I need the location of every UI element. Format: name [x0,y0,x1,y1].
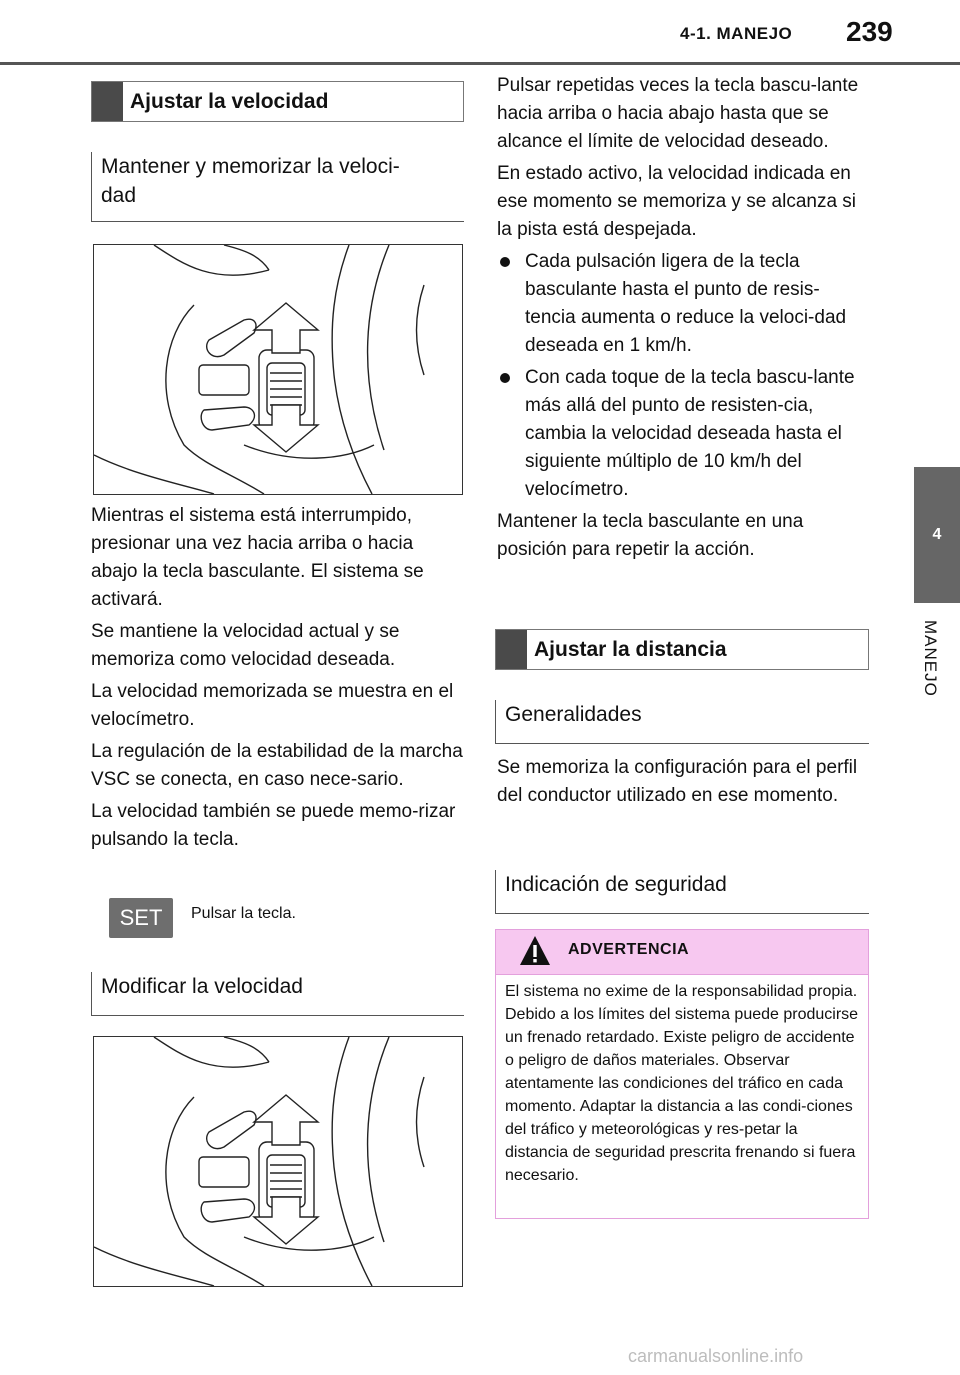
paragraph: La regulación de la estabilidad de la marcha VSC se conecta, en caso nece-sario. [91,741,463,790]
section-heading-text: Ajustar la distancia [534,637,727,661]
bullet-icon [500,257,510,267]
paragraph: Mientras el sistema está interrumpido, presionar una vez hacia arriba o hacia abajo la tecla basculante. El sistema se activará. [91,505,424,610]
heading-bar [92,82,123,121]
set-key-description: Pulsar la tecla. [191,905,296,922]
list-item [497,364,869,504]
list-item [497,248,869,360]
rocker-switch-icon [94,1037,462,1286]
subheading-general: Generalidades [495,700,869,744]
paragraph: En estado activo, la velocidad indicada en ese momento se memoriza y se alcanza si la pista está despejada. [497,163,857,240]
warning-box [495,929,869,1219]
watermark: carmanualsonline.info [628,1346,804,1366]
chapter-label [920,620,950,730]
page-number: 239 [846,16,893,47]
header-rule [0,62,960,65]
paragraph: Mantener la tecla basculante en una posición para repetir la acción. [497,511,804,560]
list-item-text: Cada pulsación ligera de la tecla basculante hasta el punto de resis-tencia aumenta o reduce la veloci-dad deseada en 1 km/h. [525,251,847,356]
warning-triangle-icon [518,934,552,968]
paragraph: La velocidad también se puede memo-rizar pulsando la tecla. [91,801,456,850]
section-heading-distance [495,629,869,670]
subheading-keep-speed: Mantener y memorizar la veloci- dad [91,152,464,222]
steering-wheel-illustration-1 [93,244,463,495]
rocker-switch-icon [94,245,462,494]
warning-title: ADVERTENCIA [568,941,690,958]
subheading-modify-speed: Modificar la velocidad [91,972,464,1016]
list-item-text: Con cada toque de la tecla bascu-lante más allá del punto de resisten-cia, cambia la velocidad deseada hasta el siguiente múltiplo de 10 km/h del velocímetro. [525,367,855,500]
set-key-icon: SET [109,898,173,938]
paragraph: Se memoriza la configuración para el perfil del conductor utilizado en ese momento. [497,757,858,806]
steering-wheel-illustration-2 [93,1036,463,1287]
warning-header [496,930,868,975]
bullet-icon [500,373,510,383]
heading-bar [496,630,527,669]
chapter-label-text: MANEJO [921,620,940,697]
section-heading-speed [91,81,464,122]
section-heading-text: Ajustar la velocidad [130,89,329,113]
paragraph: Se mantiene la velocidad actual y se memoriza como velocidad deseada. [91,621,400,670]
chapter-tab[interactable] [914,467,960,603]
paragraph: La velocidad memorizada se muestra en el velocímetro. [91,681,454,730]
warning-text: El sistema no exime de la responsabilidad propia. Debido a los límites del sistema puede producirse un frenado retardado. Existe peligro de accidente o peligro de daños materiales. Observar atentamente las condiciones del tráfico en cada momento. Adaptar la distancia a las condi-ciones del tráfico y meteorológicas y res-petar la distancia de seguridad prescrita frenando si fuera necesario. [505,983,859,1184]
chapter-number: 4 [932,526,942,543]
left-body-text-1 [91,502,464,858]
right-body-text-1 [497,72,869,568]
paragraph: Pulsar repetidas veces la tecla bascu-lante hacia arriba o hacia abajo hasta que se alcance el límite de velocidad deseado. [497,75,859,152]
section-title: 4-1. MANEJO [680,24,793,43]
subheading-safety: Indicación de seguridad [495,870,869,914]
